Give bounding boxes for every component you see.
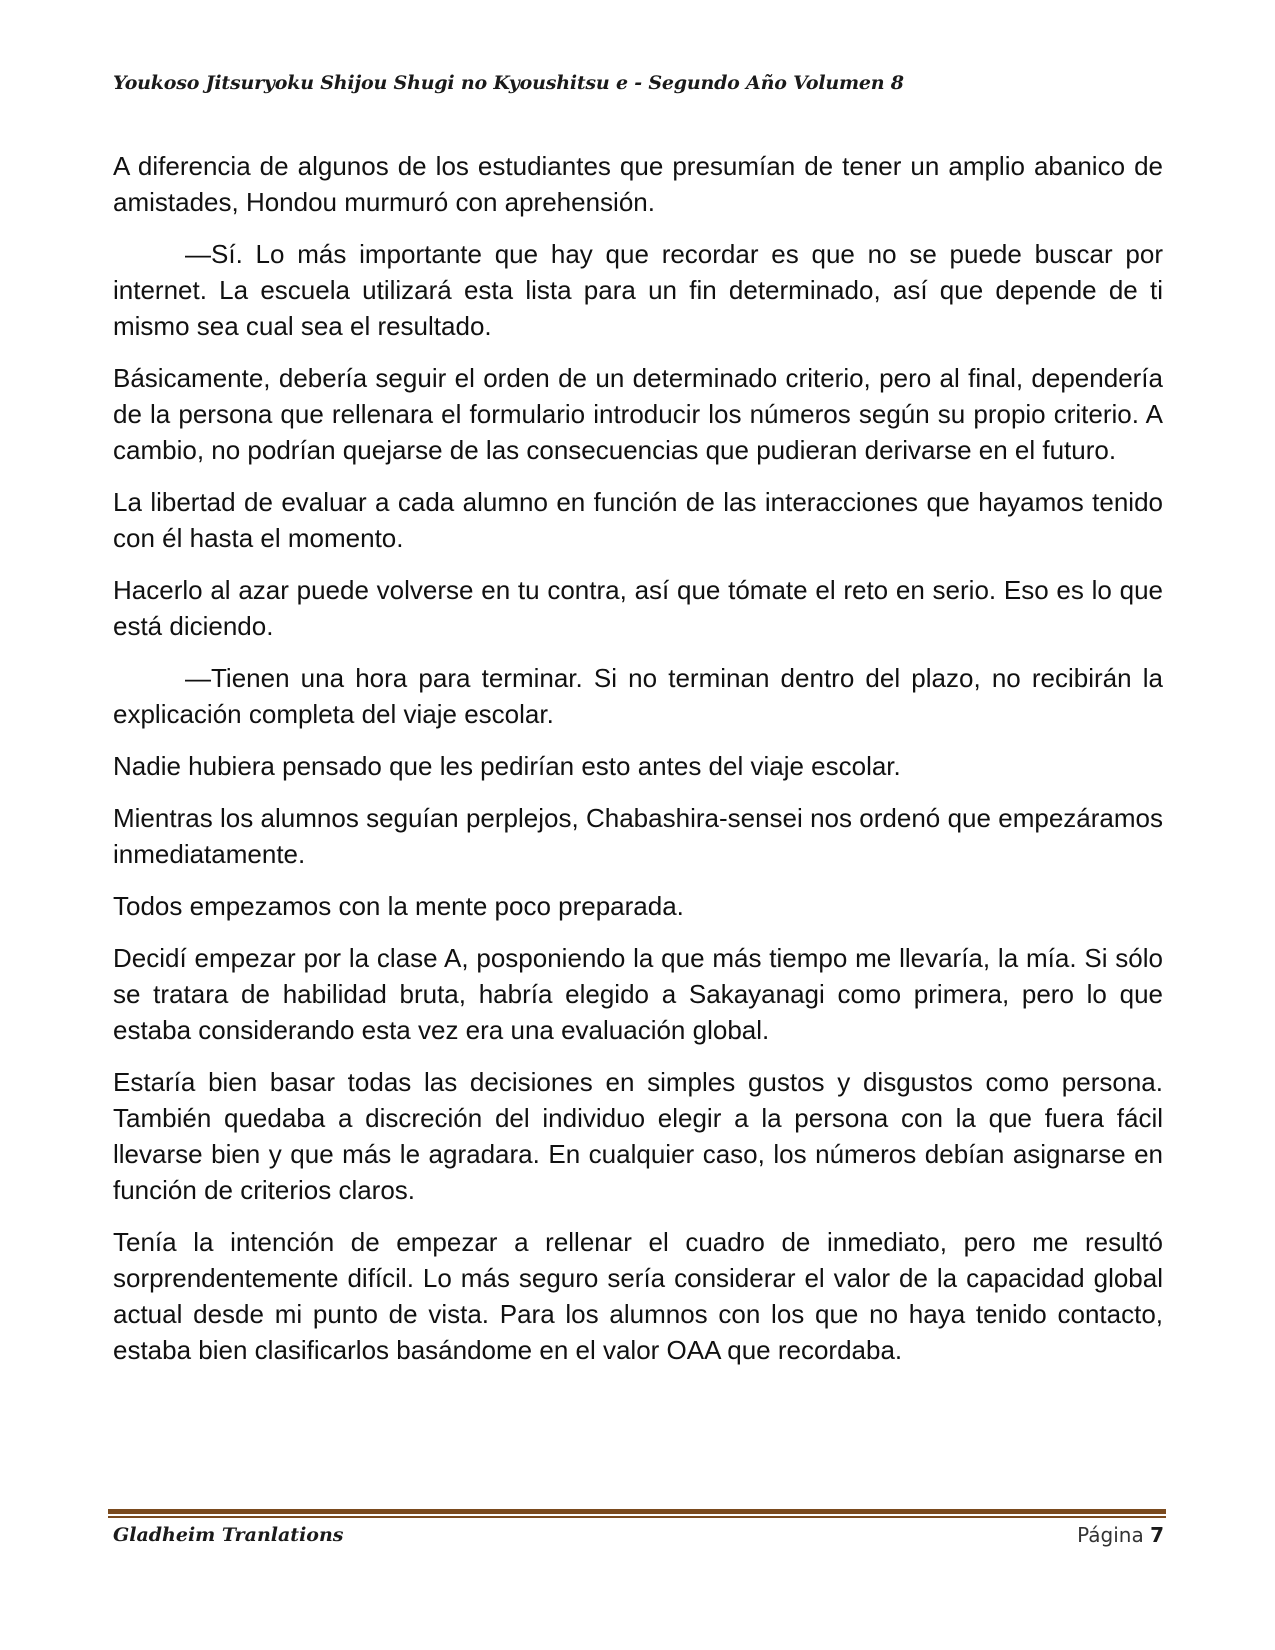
page-header-title: Youkoso Jitsuryoku Shijou Shugi no Kyoushitsu e - Segundo Año Volumen 8	[113, 72, 904, 94]
footer-translator-credit: Gladheim Tranlations	[113, 1524, 344, 1546]
paragraph: Básicamente, debería seguir el orden de un determinado criterio, pero al final, dependería de la persona que rellenara el formulario introducir los números según su propio criterio. A cambio, no podrían quejarse de las consecuencias que pudieran derivarse en el futuro.	[113, 363, 1163, 465]
body-text	[113, 148, 1163, 1384]
paragraph: Nadie hubiera pensado que les pedirían esto antes del viaje escolar.	[113, 751, 901, 781]
footer-divider	[108, 1509, 1166, 1518]
page-label: Página	[1077, 1523, 1144, 1547]
paragraph: Estaría bien basar todas las decisiones en simples gustos y disgustos como persona. También quedaba a discreción del individuo elegir a la persona con la que fuera fácil llevarse bien y que más le agradara. En cualquier caso, los números debían asignarse en función de criterios claros.	[113, 1067, 1163, 1205]
page-number: 7	[1150, 1523, 1164, 1547]
paragraph: Tenía la intención de empezar a rellenar el cuadro de inmediato, pero me resultó sorprendentemente difícil. Lo más seguro sería considerar el valor de la capacidad global actual desde mi punto de vista. Para los alumnos con los que no haya tenido contacto, estaba bien clasificarlos basándome en el valor OAA que recordaba.	[113, 1227, 1163, 1365]
dialogue-paragraph: —Tienen una hora para terminar. Si no terminan dentro del plazo, no recibirán la explicación completa del viaje escolar.	[113, 663, 1163, 729]
paragraph: Todos empezamos con la mente poco preparada.	[113, 891, 684, 921]
dialogue-paragraph: —Sí. Lo más importante que hay que recordar es que no se puede buscar por internet. La escuela utilizará esta lista para un fin determinado, así que depende de ti mismo sea cual sea el resultado.	[113, 239, 1163, 341]
footer-page-indicator	[1077, 1523, 1164, 1547]
footer-divider-thin-line	[108, 1516, 1166, 1518]
paragraph: Hacerlo al azar puede volverse en tu contra, así que tómate el reto en serio. Eso es lo que está diciendo.	[113, 575, 1163, 641]
footer-divider-thick-line	[108, 1509, 1166, 1514]
paragraph: A diferencia de algunos de los estudiantes que presumían de tener un amplio abanico de amistades, Hondou murmuró con aprehensión.	[113, 151, 1163, 217]
paragraph: La libertad de evaluar a cada alumno en función de las interacciones que hayamos tenido con él hasta el momento.	[113, 487, 1163, 553]
paragraph: Mientras los alumnos seguían perplejos, Chabashira-sensei nos ordenó que empezáramos inmediatamente.	[113, 803, 1163, 869]
paragraph: Decidí empezar por la clase A, posponiendo la que más tiempo me llevaría, la mía. Si sólo se tratara de habilidad bruta, habría elegido a Sakayanagi como primera, pero lo que estaba considerando esta vez era una evaluación global.	[113, 943, 1163, 1045]
